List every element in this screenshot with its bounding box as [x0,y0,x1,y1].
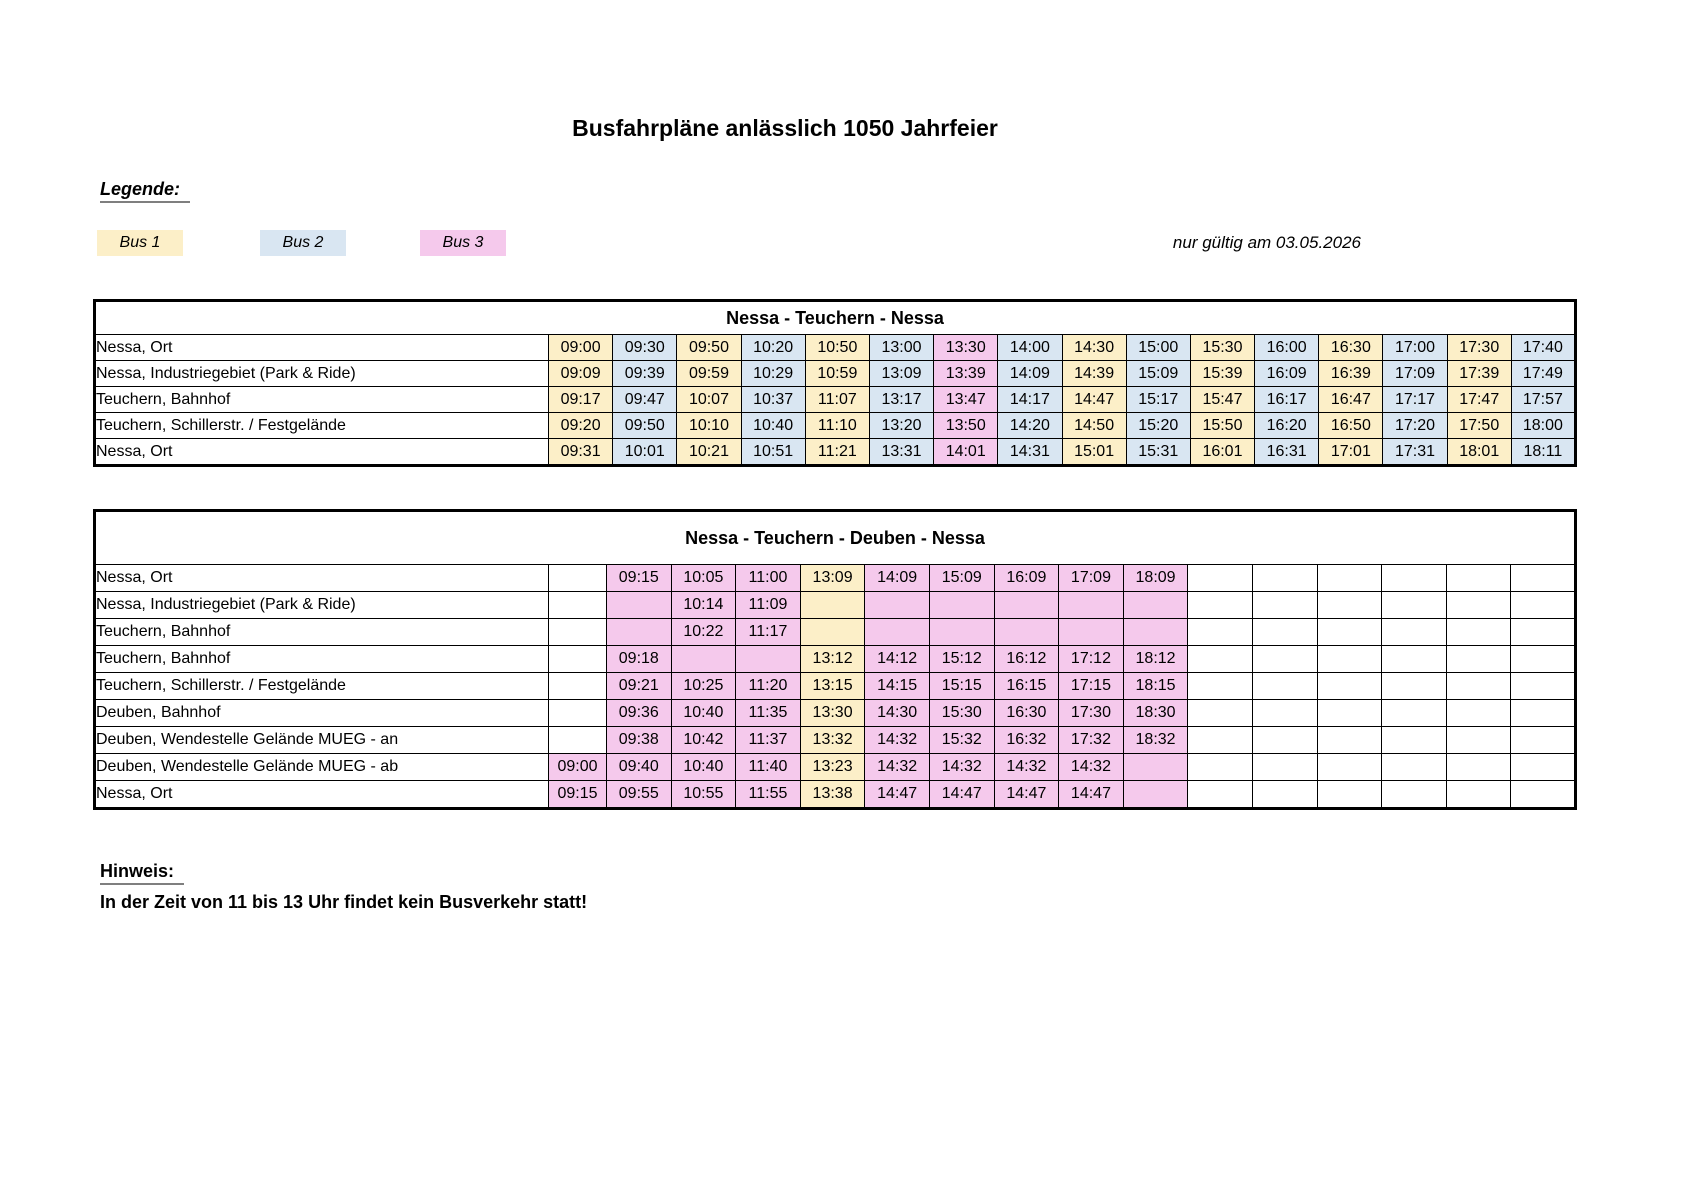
empty-cell [1317,754,1382,781]
time-cell: 11:20 [736,673,801,700]
empty-cell [549,592,607,619]
time-cell: 15:32 [929,727,994,754]
time-cell: 09:30 [613,335,677,361]
empty-cell [1511,619,1576,646]
time-cell: 15:15 [929,673,994,700]
time-cell: 11:37 [736,727,801,754]
empty-cell [929,619,994,646]
time-cell: 15:47 [1190,387,1254,413]
empty-cell [1511,565,1576,592]
empty-cell [800,619,865,646]
stop-label-cell: Nessa, Ort [95,335,549,361]
empty-cell [1317,565,1382,592]
empty-cell [1511,727,1576,754]
time-cell: 14:01 [934,439,998,466]
time-cell: 13:20 [869,413,933,439]
time-cell: 13:15 [800,673,865,700]
empty-cell [994,592,1059,619]
time-cell: 09:09 [549,361,613,387]
empty-cell [1446,619,1511,646]
time-cell: 14:50 [1062,413,1126,439]
timetable-row [95,439,1576,466]
time-cell: 16:12 [994,646,1059,673]
empty-cell [549,565,607,592]
time-cell: 13:12 [800,646,865,673]
table-title: Nessa - Teuchern - Nessa [95,301,1576,335]
time-cell: 14:12 [865,646,930,673]
timetable-row [95,754,1576,781]
timetable-row [95,387,1576,413]
time-cell: 15:31 [1126,439,1190,466]
empty-cell [1123,592,1188,619]
empty-cell [1188,754,1253,781]
legend-row [93,230,1577,256]
empty-cell [1511,592,1576,619]
empty-cell [1446,781,1511,809]
time-cell: 09:17 [549,387,613,413]
empty-cell [1511,673,1576,700]
time-cell: 13:50 [934,413,998,439]
time-cell: 09:39 [613,361,677,387]
time-cell: 17:09 [1059,565,1124,592]
time-cell: 11:09 [736,592,801,619]
empty-cell [1252,619,1317,646]
empty-cell [549,673,607,700]
empty-cell [1382,754,1447,781]
legend-swatch-bus1: Bus 1 [97,230,183,256]
time-cell: 18:32 [1123,727,1188,754]
time-cell: 13:00 [869,335,933,361]
time-cell: 13:17 [869,387,933,413]
empty-cell [1317,781,1382,809]
stop-label-cell: Deuben, Wendestelle Gelände MUEG - an [95,727,549,754]
time-cell: 16:50 [1319,413,1383,439]
hint-heading: Hinweis: [100,860,184,885]
time-cell: 16:20 [1255,413,1319,439]
time-cell: 17:17 [1383,387,1447,413]
empty-cell [1059,592,1124,619]
time-cell: 17:01 [1319,439,1383,466]
document-page [93,0,1577,914]
time-cell: 13:38 [800,781,865,809]
empty-cell [1511,754,1576,781]
time-cell: 15:17 [1126,387,1190,413]
time-cell: 10:51 [741,439,805,466]
timetable-row [95,361,1576,387]
empty-cell [549,700,607,727]
time-cell: 17:30 [1059,700,1124,727]
time-cell: 14:30 [865,700,930,727]
time-cell: 16:09 [994,565,1059,592]
time-cell: 09:50 [677,335,741,361]
time-cell: 10:55 [671,781,736,809]
time-cell: 15:30 [929,700,994,727]
empty-cell [1317,592,1382,619]
time-cell: 16:39 [1319,361,1383,387]
time-cell: 11:17 [736,619,801,646]
time-cell: 16:31 [1255,439,1319,466]
empty-cell [994,619,1059,646]
time-cell: 10:40 [671,700,736,727]
time-cell: 17:31 [1383,439,1447,466]
timetable-nessa-teuchern-nessa [93,299,1577,467]
time-cell: 13:39 [934,361,998,387]
time-cell: 09:47 [613,387,677,413]
empty-cell [1511,700,1576,727]
timetable-row [95,619,1576,646]
time-cell: 14:31 [998,439,1062,466]
empty-cell [929,592,994,619]
time-cell: 10:40 [671,754,736,781]
timetable-row [95,781,1576,809]
time-cell: 09:00 [549,754,607,781]
time-cell: 10:42 [671,727,736,754]
empty-cell [1252,673,1317,700]
time-cell: 15:30 [1190,335,1254,361]
time-cell: 09:36 [607,700,672,727]
time-cell: 14:47 [865,781,930,809]
empty-cell [1446,646,1511,673]
empty-cell [1188,565,1253,592]
empty-cell [1446,754,1511,781]
time-cell: 13:09 [869,361,933,387]
time-cell: 14:47 [994,781,1059,809]
timetable-row [95,413,1576,439]
time-cell: 16:30 [994,700,1059,727]
empty-cell [1446,673,1511,700]
empty-cell [1123,781,1188,809]
time-cell: 16:15 [994,673,1059,700]
timetable-row [95,727,1576,754]
validity-note: nur gültig am 03.05.2026 [1172,233,1361,252]
empty-cell [1188,727,1253,754]
stop-label-cell: Teuchern, Bahnhof [95,387,549,413]
empty-cell [1382,619,1447,646]
time-cell: 09:50 [613,413,677,439]
time-cell: 09:38 [607,727,672,754]
empty-cell [1188,781,1253,809]
timetable-row [95,592,1576,619]
time-cell: 10:05 [671,565,736,592]
time-cell: 14:09 [998,361,1062,387]
empty-cell [1188,700,1253,727]
time-cell: 16:00 [1255,335,1319,361]
time-cell: 10:01 [613,439,677,466]
time-cell: 18:09 [1123,565,1188,592]
timetable-nessa-teuchern-deuben-nessa [93,509,1577,810]
empty-cell [1317,727,1382,754]
time-cell: 15:00 [1126,335,1190,361]
empty-cell [1382,592,1447,619]
time-cell: 09:59 [677,361,741,387]
time-cell: 16:30 [1319,335,1383,361]
empty-cell [549,619,607,646]
time-cell: 16:09 [1255,361,1319,387]
time-cell: 17:50 [1447,413,1511,439]
time-cell: 16:01 [1190,439,1254,466]
empty-cell [1317,700,1382,727]
time-cell: 15:50 [1190,413,1254,439]
empty-cell [1446,700,1511,727]
time-cell: 17:20 [1383,413,1447,439]
empty-cell [1188,592,1253,619]
stop-label-cell: Nessa, Industriegebiet (Park & Ride) [95,361,549,387]
empty-cell [1511,781,1576,809]
page-title: Busfahrpläne anlässlich 1050 Jahrfeier [572,115,998,141]
time-cell: 10:29 [741,361,805,387]
time-cell: 11:55 [736,781,801,809]
time-cell: 09:18 [607,646,672,673]
stop-label-cell: Deuben, Wendestelle Gelände MUEG - ab [95,754,549,781]
stop-label-cell: Nessa, Industriegebiet (Park & Ride) [95,592,549,619]
time-cell: 10:21 [677,439,741,466]
time-cell: 09:31 [549,439,613,466]
empty-cell [1511,646,1576,673]
time-cell: 14:20 [998,413,1062,439]
stop-label-cell: Teuchern, Schillerstr. / Festgelände [95,413,549,439]
time-cell: 14:32 [865,754,930,781]
empty-cell [1382,565,1447,592]
time-cell: 10:37 [741,387,805,413]
empty-cell [607,619,672,646]
empty-cell [1059,619,1124,646]
time-cell: 15:39 [1190,361,1254,387]
table-title-row [95,301,1576,335]
empty-cell [1446,565,1511,592]
time-cell: 09:15 [549,781,607,809]
time-cell: 18:15 [1123,673,1188,700]
time-cell: 10:40 [741,413,805,439]
empty-cell [1252,727,1317,754]
time-cell: 17:40 [1511,335,1575,361]
time-cell: 14:09 [865,565,930,592]
empty-cell [607,592,672,619]
time-cell: 11:21 [805,439,869,466]
time-cell: 15:09 [929,565,994,592]
time-cell: 10:20 [741,335,805,361]
empty-cell [1188,619,1253,646]
stop-label-cell: Teuchern, Bahnhof [95,619,549,646]
empty-cell [1252,592,1317,619]
hint-text: In der Zeit von 11 bis 13 Uhr findet kein Busverkehr statt! [100,892,588,912]
time-cell: 10:22 [671,619,736,646]
time-cell: 14:17 [998,387,1062,413]
time-cell: 14:32 [994,754,1059,781]
time-cell: 13:09 [800,565,865,592]
time-cell: 13:31 [869,439,933,466]
time-cell: 10:10 [677,413,741,439]
time-cell: 17:57 [1511,387,1575,413]
empty-cell [549,727,607,754]
time-cell: 17:49 [1511,361,1575,387]
time-cell: 09:00 [549,335,613,361]
time-cell: 18:12 [1123,646,1188,673]
time-cell: 11:10 [805,413,869,439]
time-cell: 11:35 [736,700,801,727]
time-cell: 14:47 [929,781,994,809]
time-cell: 10:59 [805,361,869,387]
time-cell: 09:55 [607,781,672,809]
stop-label-cell: Teuchern, Bahnhof [95,646,549,673]
empty-cell [549,646,607,673]
time-cell: 14:32 [1059,754,1124,781]
time-cell: 14:32 [865,727,930,754]
time-cell: 09:20 [549,413,613,439]
table-title-row [95,511,1576,565]
timetable-row [95,700,1576,727]
stop-label-cell: Nessa, Ort [95,565,549,592]
timetable-row [95,565,1576,592]
time-cell: 10:07 [677,387,741,413]
table-title: Nessa - Teuchern - Deuben - Nessa [95,511,1576,565]
empty-cell [1188,673,1253,700]
time-cell: 10:50 [805,335,869,361]
time-cell: 14:32 [929,754,994,781]
empty-cell [1317,646,1382,673]
time-cell: 16:47 [1319,387,1383,413]
legend-heading: Legende: [100,179,190,203]
empty-cell [1188,646,1253,673]
timetable-row [95,335,1576,361]
time-cell: 10:14 [671,592,736,619]
time-cell: 14:39 [1062,361,1126,387]
stop-label-cell: Teuchern, Schillerstr. / Festgelände [95,673,549,700]
timetable-row [95,673,1576,700]
time-cell: 18:30 [1123,700,1188,727]
time-cell: 17:12 [1059,646,1124,673]
empty-cell [1252,700,1317,727]
time-cell: 18:01 [1447,439,1511,466]
empty-cell [1123,754,1188,781]
empty-cell [1252,565,1317,592]
time-cell: 13:23 [800,754,865,781]
time-cell: 18:11 [1511,439,1575,466]
time-cell: 17:30 [1447,335,1511,361]
time-cell: 16:32 [994,727,1059,754]
time-cell: 11:00 [736,565,801,592]
time-cell: 14:00 [998,335,1062,361]
empty-cell [1446,592,1511,619]
timetable-row [95,646,1576,673]
time-cell: 14:15 [865,673,930,700]
time-cell: 17:00 [1383,335,1447,361]
time-cell: 17:47 [1447,387,1511,413]
empty-cell [1252,781,1317,809]
empty-cell [1382,700,1447,727]
time-cell: 15:12 [929,646,994,673]
empty-cell [800,592,865,619]
time-cell: 11:07 [805,387,869,413]
empty-cell [1252,646,1317,673]
time-cell: 16:17 [1255,387,1319,413]
time-cell: 15:09 [1126,361,1190,387]
legend-swatch-bus2: Bus 2 [260,230,346,256]
time-cell: 13:32 [800,727,865,754]
empty-cell [1317,619,1382,646]
empty-cell [1123,619,1188,646]
empty-cell [1317,673,1382,700]
empty-cell [1382,646,1447,673]
time-cell: 14:47 [1059,781,1124,809]
stop-label-cell: Nessa, Ort [95,781,549,809]
time-cell: 15:01 [1062,439,1126,466]
time-cell: 17:39 [1447,361,1511,387]
legend-swatch-bus3: Bus 3 [420,230,506,256]
time-cell: 17:15 [1059,673,1124,700]
time-cell: 14:30 [1062,335,1126,361]
time-cell: 13:47 [934,387,998,413]
empty-cell [736,646,801,673]
empty-cell [671,646,736,673]
time-cell: 13:30 [934,335,998,361]
empty-cell [1446,727,1511,754]
stop-label-cell: Nessa, Ort [95,439,549,466]
empty-cell [865,619,930,646]
time-cell: 11:40 [736,754,801,781]
time-cell: 10:25 [671,673,736,700]
stop-label-cell: Deuben, Bahnhof [95,700,549,727]
time-cell: 14:47 [1062,387,1126,413]
time-cell: 13:30 [800,700,865,727]
time-cell: 09:15 [607,565,672,592]
time-cell: 18:00 [1511,413,1575,439]
time-cell: 17:32 [1059,727,1124,754]
time-cell: 17:09 [1383,361,1447,387]
time-cell: 15:20 [1126,413,1190,439]
empty-cell [1382,781,1447,809]
time-cell: 09:40 [607,754,672,781]
time-cell: 09:21 [607,673,672,700]
empty-cell [1382,727,1447,754]
empty-cell [1382,673,1447,700]
empty-cell [865,592,930,619]
empty-cell [1252,754,1317,781]
